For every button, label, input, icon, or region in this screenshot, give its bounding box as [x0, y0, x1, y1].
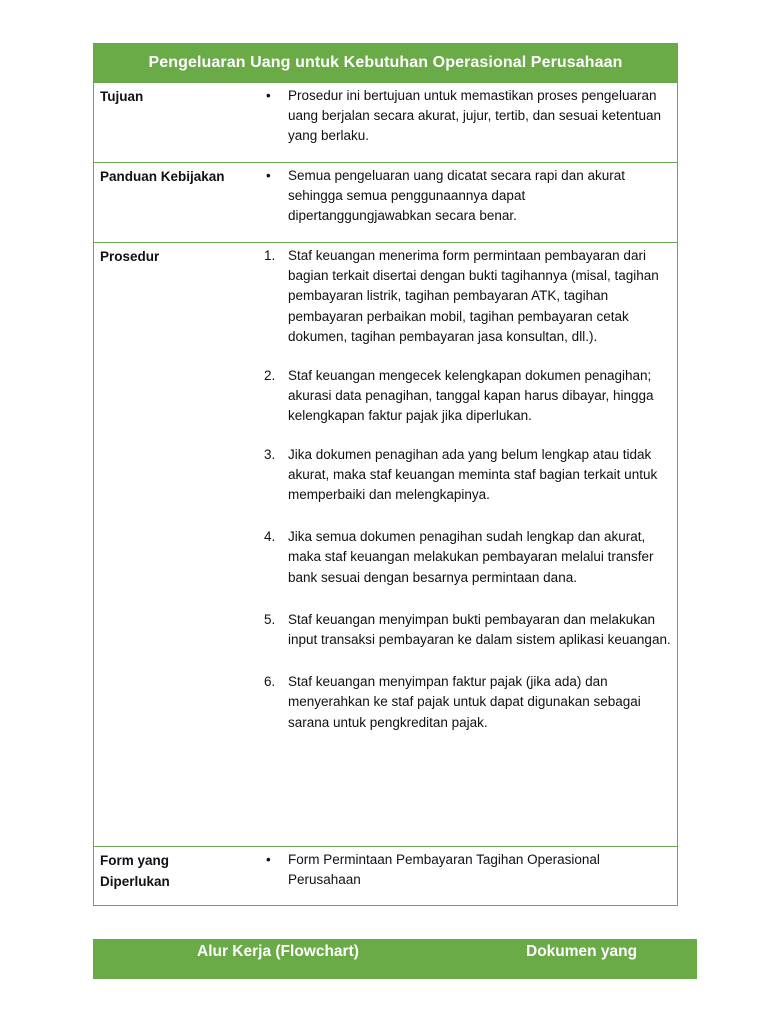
row-content-prosedur — [259, 243, 677, 846]
row-label-prosedur: Prosedur — [100, 249, 160, 264]
bullet-icon: • — [266, 88, 271, 103]
list-item — [259, 166, 671, 227]
procedure-step — [259, 445, 671, 506]
step-number: 6. — [264, 674, 276, 690]
procedure-step — [259, 246, 671, 347]
step-text: Staf keuangan menyimpan bukti pembayaran dan melakukan input transaksi pembayaran ke dalam sistem aplikasi keuangan. — [288, 611, 671, 648]
row-content-panduan-kebijakan — [259, 163, 677, 242]
row-label-panduan-kebijakan: Panduan Kebijakan — [100, 169, 225, 184]
list-item — [259, 850, 671, 890]
step-text: Staf keuangan menerima form permintaan pembayaran dari bagian terkait disertai dengan bukti tagihannya (misal, tagihan pembayaran listrik, tagihan pembayaran ATK, tagihan pembayaran perbaikan mobil, tagihan pembayaran cetak dokumen, tagihan pembayaran jasa konsultan, dll.). — [288, 248, 659, 344]
list-item-text: Semua pengeluaran uang dicatat secara rapi dan akurat sehingga semua penggunaannya dapat dipertanggungjawabkan secara benar. — [288, 168, 625, 224]
documents-heading: Dokumen yang — [526, 943, 638, 960]
step-number: 3. — [264, 446, 276, 462]
step-text: Staf keuangan menyimpan faktur pajak (jika ada) dan menyerahkan ke staf pajak untuk dapat digunakan sebagai sarana untuk pengkreditan pajak. — [288, 674, 641, 730]
procedure-table — [93, 43, 678, 906]
flowchart-header-bar — [93, 939, 697, 979]
step-number: 4. — [264, 529, 276, 545]
row-panduan-kebijakan — [94, 162, 677, 242]
step-number: 5. — [264, 611, 276, 627]
procedure-step — [259, 366, 671, 427]
table-title: Pengeluaran Uang untuk Kebutuhan Operasional Perusahaan — [94, 44, 677, 82]
flowchart-heading: Alur Kerja (Flowchart) — [197, 943, 359, 960]
row-content-tujuan — [259, 83, 677, 162]
row-tujuan — [94, 82, 677, 162]
step-number: 2. — [264, 367, 276, 383]
procedure-step — [259, 610, 671, 650]
step-number: 1. — [264, 248, 276, 263]
step-text: Staf keuangan mengecek kelengkapan dokumen penagihan; akurasi data penagihan, tanggal kapan harus dibayar, hingga kelengkapan faktur pajak jika diperlukan. — [288, 367, 654, 423]
row-label-form-yang-diperlukan: Form yang Diperlukan — [100, 853, 170, 889]
step-text: Jika semua dokumen penagihan sudah lengkap dan akurat, maka staf keuangan melakukan pembayaran melalui transfer bank sesuai dengan besarnya permintaan dana. — [288, 529, 654, 585]
list-item-text: Prosedur ini bertujuan untuk memastikan proses pengeluaran uang berjalan secara akurat, jujur, tertib, dan sesuai ketentuan yang berlaku. — [288, 88, 661, 144]
list-item — [259, 86, 671, 147]
list-item-text: Form Permintaan Pembayaran Tagihan Operasional Perusahaan — [288, 852, 600, 888]
bullet-icon: • — [266, 168, 271, 183]
row-prosedur — [94, 242, 677, 846]
procedure-step — [259, 527, 671, 588]
row-content-form-yang-diperlukan — [259, 847, 677, 905]
step-text: Jika dokumen penagihan ada yang belum lengkap atau tidak akurat, maka staf keuangan meminta staf bagian terkait untuk memperbaiki dan melengkapinya. — [288, 446, 658, 503]
row-label-tujuan: Tujuan — [100, 89, 144, 104]
procedure-step — [259, 672, 671, 733]
bullet-icon: • — [266, 852, 271, 867]
row-form-yang-diperlukan — [94, 846, 677, 905]
